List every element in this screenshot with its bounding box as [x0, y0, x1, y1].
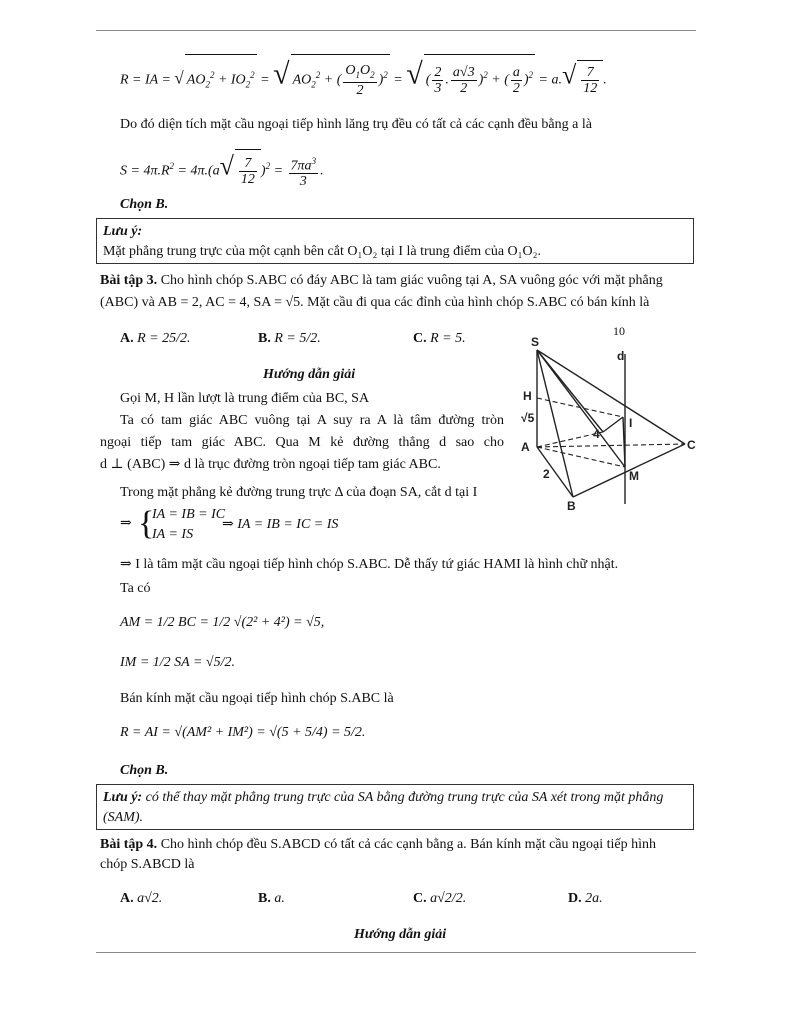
ex4-option-c — [413, 890, 466, 908]
ex4-option-a — [120, 890, 162, 908]
fig-label-4: 4 — [593, 427, 600, 441]
ex4-line-2: chóp S.ABCD là — [100, 857, 195, 872]
ex4-heading: Hướng dẫn giải — [354, 927, 447, 942]
ex4-option-d-label: D. — [568, 891, 582, 906]
ex3-system-result: ⇒ IA = IB = IC = IS — [222, 517, 339, 532]
ex3-label: Bài tập 3. — [100, 273, 158, 288]
note-2-text-1: có thể thay mặt phẳng trung trực của SA bằng đường trung trực của SA xét trong mặt phẳng — [145, 790, 664, 805]
ex4-option-a-label: A. — [120, 891, 134, 906]
ex3-formula-IM: IM = 1/2 SA = √5/2. — [120, 655, 235, 670]
fig-label-I: I — [629, 416, 633, 430]
choose-2: Chọn B. — [120, 763, 169, 778]
ex3-line1-text: Cho hình chóp S.ABC có đáy ABC là tam giác vuông tại A, SA vuông góc với mặt phẳng — [160, 273, 663, 288]
ex3-system-brace: { — [138, 505, 155, 542]
formula-S: $S = 4\pi.R^2 = 4\pi.(a√$ $\frac{7}{12}$ )$^2$ = $\frac{7\pi a^3}{3}$ . — [120, 144, 324, 194]
ex3-sol-0: Gọi M, H lần lượt là trung điểm của BC, SA — [120, 391, 370, 406]
ex3-option-a-value: R = 25/2. — [137, 331, 191, 346]
ex3-system-eq1: IA = IB = IC — [152, 507, 226, 522]
fig-label-B: B — [567, 499, 576, 512]
note-1-title: Lưu ý: — [103, 224, 143, 239]
ex3-sol-2: ngoại tiếp tam giác ABC. Qua M kẻ đường thẳng d sao cho — [100, 435, 504, 450]
note-box-2 — [96, 784, 694, 830]
ex4-option-a-value: a√2. — [137, 891, 163, 906]
ex3-system-arrow: ⇒ — [120, 516, 132, 531]
ex4-option-d — [568, 890, 603, 908]
fig-label-sqrt5: √5 — [521, 411, 535, 425]
note-1-text: Mặt phẳng trung trực của một cạnh bên cắt O₁O₂ tại I là trung điểm của O₁O₂. — [103, 244, 542, 259]
choose-1: Chọn B. — [120, 197, 169, 212]
ex3-sol-8: ⇒ I là tâm mặt cầu ngoại tiếp hình chóp S.ABC. Dễ thấy tứ giác HAMI là hình chữ nhật. — [120, 557, 619, 572]
pyramid-figure — [505, 332, 705, 512]
note-2-line-2: (SAM). — [103, 810, 144, 825]
formula-R: R = IA = √ $AO_2^2 + IO_2^2$ = √ $AO_2^2$ + ( $\frac{O_1O_2}{2}$ )$^2$ = √ ( $\frac{2}{3}$ . $\frac{a√3}{2}$ )$^2$ + ( $\frac{a}{2}$ )$^2$ = a.√ $\frac{7}{12}$ . — [120, 54, 607, 104]
ex3-option-b — [258, 330, 321, 348]
ex3-sol-12: Bán kính mặt cầu ngoại tiếp hình chóp S.ABC là — [120, 691, 394, 706]
fig-label-A: A — [521, 440, 530, 454]
ex3-option-a — [120, 330, 191, 348]
fig-label-2: 2 — [543, 467, 550, 481]
footer-rule — [96, 952, 696, 953]
ex4-option-b-label: B. — [258, 891, 271, 906]
ex4-label: Bài tập 4. — [100, 837, 158, 852]
ex3-option-a-label: A. — [120, 331, 134, 346]
note-box-1 — [96, 218, 694, 264]
ex3-formula-R: R = AI = √(AM² + IM²) = √(5 + 5/4) = 5/2. — [120, 725, 366, 740]
fig-label-M: M — [629, 469, 639, 483]
ex3-sol-1: Ta có tam giác ABC vuông tại A suy ra A là tâm đường tròn — [120, 413, 504, 428]
ex3-heading: Hướng dẫn giải — [263, 367, 356, 382]
ex3-option-b-value: R = 5/2. — [274, 331, 321, 346]
ex3-option-c-value: R = 5. — [430, 331, 466, 346]
ex3-sol-3: d ⊥ (ABC) ⇒ d là trục đường tròn ngoại tiếp tam giác ABC. — [100, 457, 441, 472]
ex4-line-1 — [100, 836, 656, 854]
fig-label-C: C — [687, 438, 696, 452]
note-2-title: Lưu ý: — [103, 790, 143, 805]
ex3-line-2: (ABC) và AB = 2, AC = 4, SA = √5. Mặt cầu đi qua các đỉnh của hình chóp S.ABC có bán kính là — [100, 295, 650, 310]
ex4-line1-text: Cho hình chóp đều S.ABCD có tất cả các cạnh bằng a. Bán kính mặt cầu ngoại tiếp hình — [160, 837, 657, 852]
ex3-option-b-label: B. — [258, 331, 271, 346]
fig-label-S: S — [531, 335, 540, 349]
ex3-formula-AM: AM = 1/2 BC = 1/2 √(2² + 4²) = √5, — [120, 615, 325, 630]
ex3-line-1 — [100, 272, 663, 290]
ex4-option-b-value: a. — [274, 891, 285, 906]
fig-label-H: H — [523, 389, 532, 403]
area-text: Do đó diện tích mặt cầu ngoại tiếp hình lăng trụ đều có tất cả các cạnh đều bằng a là — [120, 117, 592, 132]
header-rule — [96, 30, 696, 31]
ex4-option-c-label: C. — [413, 891, 427, 906]
ex4-option-c-value: a√2/2. — [430, 891, 467, 906]
ex3-option-c — [413, 330, 466, 348]
ex3-system-eq2: IA = IS — [152, 527, 194, 542]
fig-label-d: d — [617, 349, 625, 363]
ex3-option-c-label: C. — [413, 331, 427, 346]
ex4-option-b — [258, 890, 285, 908]
ex4-option-d-value: 2a. — [585, 891, 603, 906]
ex3-sol-4: Trong mặt phẳng kẻ đường trung trực Δ của đoạn SA, cắt d tại I — [120, 485, 478, 500]
note-2-line-1 — [103, 789, 663, 807]
ex3-sol-9: Ta có — [120, 581, 151, 596]
page-fragment: 10 — [613, 324, 625, 338]
